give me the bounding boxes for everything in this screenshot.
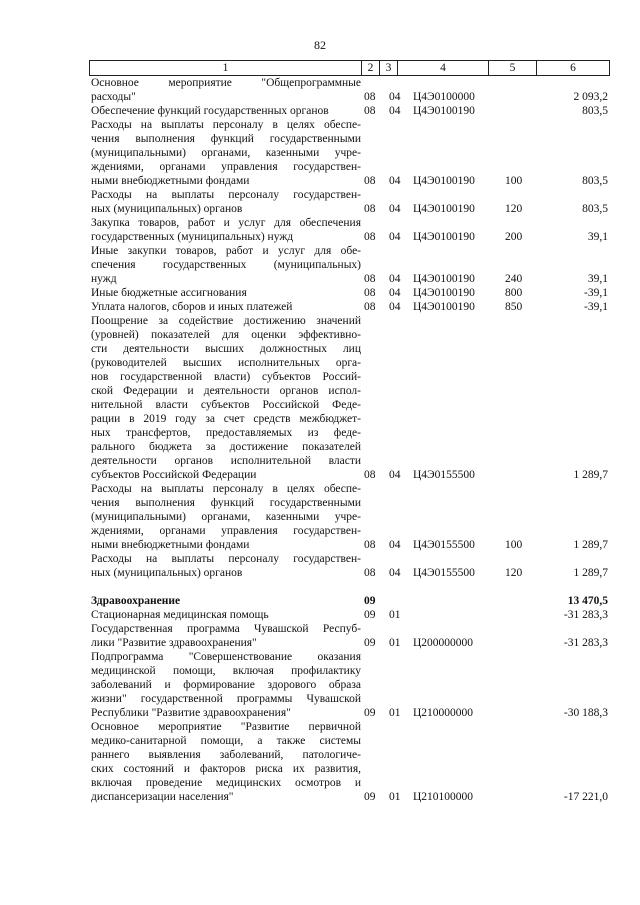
row-section: 08 (364, 469, 376, 481)
row-expense-type: 200 (505, 231, 523, 243)
row-name-line: включая проведение медицинских осмотров и (91, 777, 361, 789)
row-subsection: 04 (389, 203, 401, 215)
row-section: 09 (364, 609, 376, 621)
row-section: 09 (364, 637, 376, 649)
row-name-line: Расходы на выплаты персоналу в целях обеспе- (91, 483, 361, 495)
row-name (91, 188, 361, 216)
row-amount: -30 188,3 (563, 707, 608, 719)
table-body (0, 76, 640, 804)
row-subsection: 04 (389, 301, 401, 313)
row-section: 09 (364, 791, 376, 803)
row-name-line: сти деятельности высших должностных лиц (91, 343, 361, 355)
row-amount: 1 289,7 (573, 539, 608, 551)
row-name-line: Подпрограмма "Совершенствование оказания (91, 651, 361, 663)
row-name-line: расходы" (91, 91, 136, 103)
row-subsection: 01 (389, 791, 401, 803)
row-section: 08 (364, 231, 376, 243)
row-name (91, 650, 361, 720)
table-row (0, 314, 640, 482)
row-target-article: Ц4Э0155500 (413, 567, 475, 579)
row-name-line: Иные закупки товаров, работ и услуг для обе- (91, 245, 361, 257)
header-col-1: 1 (90, 61, 362, 75)
row-name-line: спечения государственных (муниципальных) (91, 259, 361, 271)
row-name-line: субъектов Российской Федерации (91, 469, 257, 481)
row-name-line: Обеспечение функций государственных органов (91, 105, 329, 117)
row-name-line: раннего выявления заболеваний, патологиче- (91, 749, 361, 761)
row-name-line: ных трансфертов, предоставляемых из феде- (91, 427, 361, 439)
row-name-line: Стационарная медицинская помощь (91, 609, 269, 621)
row-subsection: 04 (389, 273, 401, 285)
row-target-article: Ц210000000 (413, 707, 474, 719)
row-name-line: Расходы на выплаты персоналу государствен- (91, 553, 361, 565)
table-row (0, 76, 640, 104)
row-name-line: (муниципальными) органами, казенными учре- (91, 147, 361, 159)
row-target-article: Ц4Э0100190 (413, 203, 475, 215)
row-amount: 803,5 (582, 175, 608, 187)
row-name-line: ных (муниципальных) органов (91, 567, 243, 579)
row-section: 09 (364, 595, 376, 607)
row-name-line: Здравоохранение (91, 595, 181, 607)
table-row (0, 300, 640, 314)
row-target-article: Ц200000000 (413, 637, 474, 649)
table-row (0, 286, 640, 300)
header-col-5: 5 (489, 61, 537, 75)
row-name (91, 314, 361, 482)
row-name-line: ской Федерации и деятельности органов испол- (91, 385, 361, 397)
row-name-line: Уплата налогов, сборов и иных платежей (91, 301, 293, 313)
table-row (0, 594, 640, 608)
table-row (0, 216, 640, 244)
row-name (91, 608, 361, 622)
row-amount: -31 283,3 (563, 637, 608, 649)
row-name-line: Расходы на выплаты персоналу в целях обеспе- (91, 119, 361, 131)
row-name-line: чения выполнения функций государственными (91, 133, 361, 145)
row-name-line: ных (муниципальных) органов (91, 203, 243, 215)
row-section: 08 (364, 567, 376, 579)
row-section: 08 (364, 105, 376, 117)
row-name (91, 482, 361, 552)
row-amount: 2 093,2 (573, 91, 608, 103)
row-target-article: Ц4Э0155500 (413, 539, 475, 551)
row-expense-type: 100 (505, 175, 523, 187)
row-expense-type: 850 (505, 301, 523, 313)
table-row (0, 552, 640, 580)
row-name-line: Основное мероприятие "Развитие первичной (91, 721, 361, 733)
row-name-line: чения выполнения функций государственными (91, 497, 361, 509)
row-section: 08 (364, 539, 376, 551)
row-subsection: 01 (389, 637, 401, 649)
row-amount: 803,5 (582, 203, 608, 215)
row-amount: 13 470,5 (567, 595, 608, 607)
row-name-line: нов государственной власти) субъектов Россий- (91, 371, 361, 383)
row-target-article: Ц4Э0100000 (413, 91, 475, 103)
row-name-line: ными внебюджетными фондами (91, 539, 250, 551)
row-name-line: рального бюджета за достижение показателей (91, 441, 361, 453)
row-target-article: Ц4Э0100190 (413, 273, 475, 285)
row-amount: -31 283,3 (563, 609, 608, 621)
row-subsection: 04 (389, 469, 401, 481)
row-name-line: медико-санитарной помощи, а также системы (91, 735, 361, 747)
row-name (91, 244, 361, 286)
row-subsection: 04 (389, 105, 401, 117)
row-section: 08 (364, 287, 376, 299)
row-subsection: 01 (389, 609, 401, 621)
row-name-line: Основное мероприятие "Общепрограммные (91, 77, 361, 89)
row-name (91, 76, 361, 104)
row-name-line: Расходы на выплаты персоналу государствен- (91, 189, 361, 201)
row-name (91, 622, 361, 650)
row-name (91, 104, 361, 118)
row-name-line: заболеваний и формирование здорового образа (91, 679, 361, 691)
row-section: 08 (364, 175, 376, 187)
row-name-line: ными внебюджетными фондами (91, 175, 250, 187)
row-name-line: диспансеризации населения" (91, 791, 234, 803)
row-target-article: Ц4Э0100190 (413, 301, 475, 313)
table-row (0, 188, 640, 216)
row-name-line: государственных (муниципальных) нужд (91, 231, 294, 243)
row-name-line: Государственная программа Чувашской Респуб- (91, 623, 361, 635)
row-name (91, 720, 361, 804)
row-target-article: Ц4Э0100190 (413, 175, 475, 187)
row-expense-type: 240 (505, 273, 523, 285)
row-expense-type: 120 (505, 203, 523, 215)
row-target-article: Ц4Э0100190 (413, 105, 475, 117)
row-name (91, 594, 361, 608)
row-name (91, 286, 361, 300)
table-row (0, 720, 640, 804)
table-row (0, 244, 640, 286)
table-row (0, 104, 640, 118)
row-name-line: Республики "Развитие здравоохранения" (91, 707, 291, 719)
row-section: 08 (364, 273, 376, 285)
row-section: 08 (364, 91, 376, 103)
row-target-article: Ц210100000 (413, 791, 474, 803)
row-subsection: 04 (389, 287, 401, 299)
row-amount: 1 289,7 (573, 567, 608, 579)
row-name-line: Закупка товаров, работ и услуг для обеспечения (91, 217, 361, 229)
row-amount: -39,1 (584, 287, 608, 299)
row-name-line: жизни" государственной программы Чувашской (91, 693, 361, 705)
row-subsection: 04 (389, 175, 401, 187)
row-name-line: (руководителей высших исполнительных орга- (91, 357, 361, 369)
row-amount: 39,1 (587, 231, 608, 243)
row-amount: 1 289,7 (573, 469, 608, 481)
row-expense-type: 800 (505, 287, 523, 299)
row-amount: 803,5 (582, 105, 608, 117)
row-expense-type: 100 (505, 539, 523, 551)
header-col-2: 2 (362, 61, 380, 75)
row-name-line: рации в 2019 году за счет средств межбюджет- (91, 413, 361, 425)
table-row (0, 622, 640, 650)
row-target-article: Ц4Э0155500 (413, 469, 475, 481)
row-name (91, 118, 361, 188)
row-section: 09 (364, 707, 376, 719)
row-name-line: деятельности органов исполнительной власти (91, 455, 361, 467)
row-name-line: Иные бюджетные ассигнования (91, 287, 247, 299)
header-col-3: 3 (380, 61, 398, 75)
row-name-line: ждениями, органами управления государствен- (91, 525, 361, 537)
row-name-line: (муниципальными) органами, казенными учре- (91, 511, 361, 523)
table-row (0, 482, 640, 552)
row-name-line: Поощрение за содействие достижению значений (91, 315, 361, 327)
table-row (0, 608, 640, 622)
row-name (91, 552, 361, 580)
row-target-article: Ц4Э0100190 (413, 231, 475, 243)
row-name-line: нительной власти субъектов Российской Феде- (91, 399, 361, 411)
row-section: 08 (364, 203, 376, 215)
row-amount: 39,1 (587, 273, 608, 285)
row-name-line (91, 580, 361, 594)
row-subsection: 04 (389, 91, 401, 103)
table-row (0, 580, 640, 594)
row-subsection: 04 (389, 567, 401, 579)
row-section: 08 (364, 301, 376, 313)
row-name-line: (уровней) показателей для оценки эффективно- (91, 329, 361, 341)
row-expense-type: 120 (505, 567, 523, 579)
row-name-line: ских состояний и факторов риска их развития, (91, 763, 361, 775)
table-row (0, 650, 640, 720)
header-col-6: 6 (570, 62, 576, 74)
row-amount: -17 221,0 (563, 791, 608, 803)
row-name-line: нужд (91, 273, 117, 285)
table-header (89, 60, 610, 76)
row-name (91, 300, 361, 314)
row-subsection: 01 (389, 707, 401, 719)
row-name-line: лики "Развитие здравоохранения" (91, 637, 257, 649)
header-col-4: 4 (398, 61, 489, 75)
row-subsection: 04 (389, 231, 401, 243)
row-name (91, 216, 361, 244)
row-name-line: медицинской помощи, включая профилактику (91, 665, 361, 677)
table-row (0, 118, 640, 188)
row-amount: -39,1 (584, 301, 608, 313)
row-target-article: Ц4Э0100190 (413, 287, 475, 299)
row-subsection: 04 (389, 539, 401, 551)
row-name (91, 580, 361, 594)
row-name-line: ждениями, органами управления государствен- (91, 161, 361, 173)
page-number: 82 (314, 38, 326, 52)
